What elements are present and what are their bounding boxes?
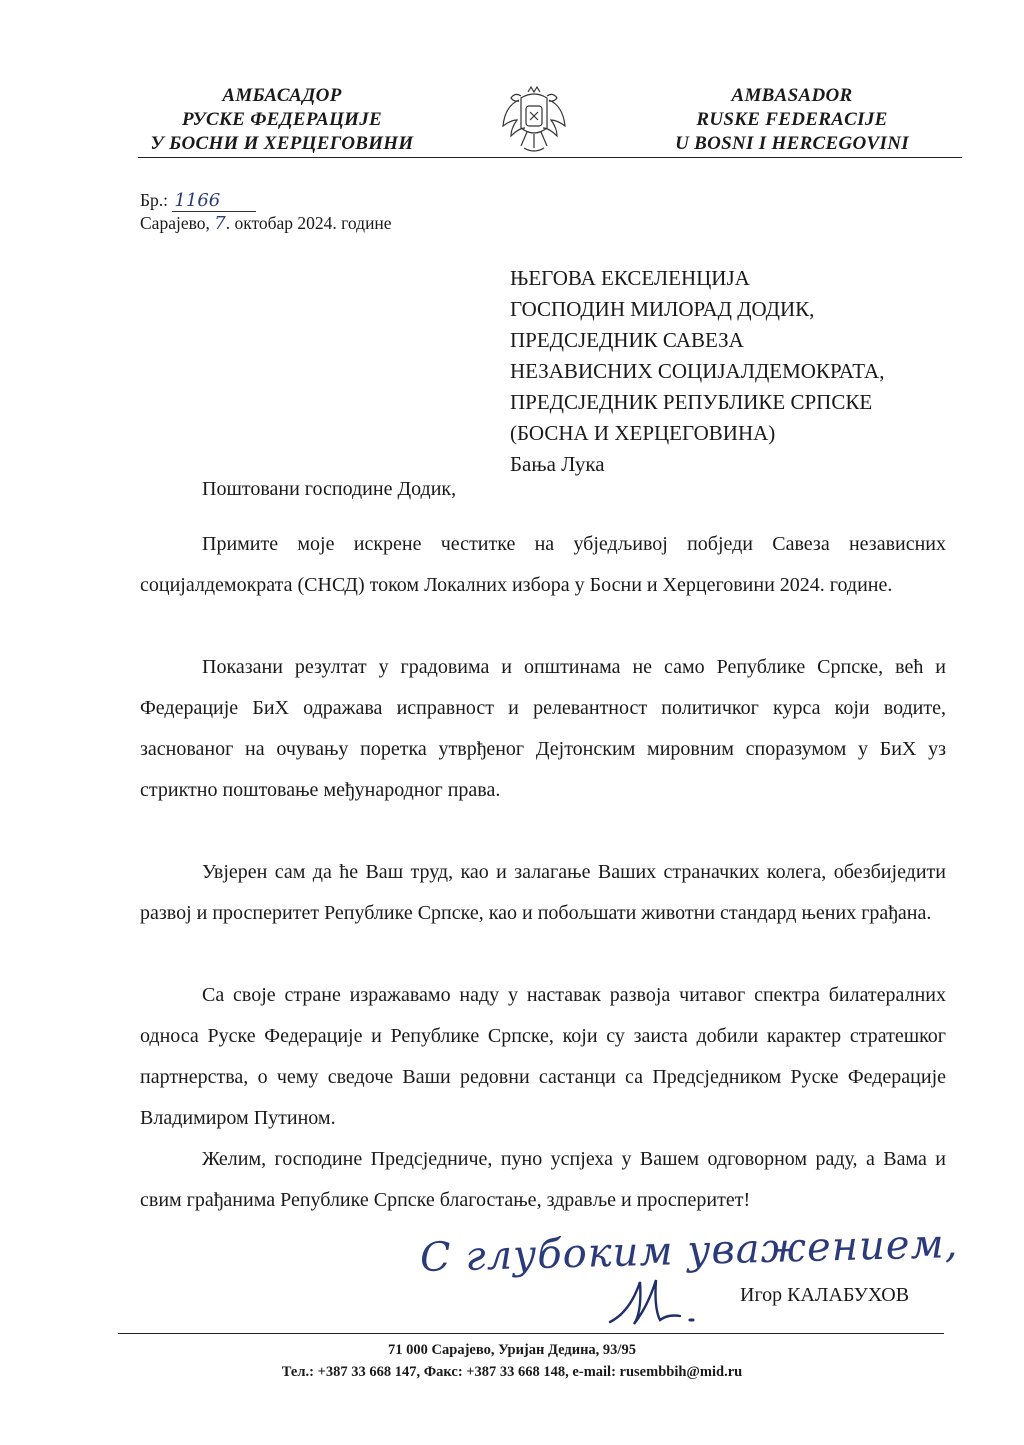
recipient-line: Бања Лука	[510, 452, 605, 476]
recipient-line: ПРЕДСЈЕДНИК САВЕЗА	[510, 328, 744, 352]
body-paragraph	[140, 1139, 946, 1221]
salutation: Поштовани господине Додик,	[202, 478, 457, 500]
body-paragraph	[140, 524, 946, 606]
body-paragraph	[140, 852, 946, 934]
paragraph-text: Желим, господине Предсједниче, пуно успјеха у Вашем одговорном раду, а Вама и свим грађанима Републике Српске благостање, здравље и просперитет!	[140, 1148, 946, 1211]
paragraph-text: Са своје стране изражавамо наду у наставак развоја читавог спектра билатералних односа Руске Федерације и Републике Српске, који су заиста добили карактер стратешког партнерства, о чему сведоче Ваши редовни састанци са Предсједником Руске Федерације Владимиром Путином.	[140, 984, 946, 1129]
handwritten-closing: С глубоким уважением,	[419, 1220, 959, 1282]
letterhead-line: U BOSNI I HERCEGOVINI	[675, 133, 909, 154]
recipient-line: ПРЕДСЈЕДНИК РЕПУБЛИКЕ СРПСКЕ	[510, 390, 873, 414]
paragraph-text: Увјерен сам да ће Ваш труд, као и залагање Ваших страначких колега, обезбиједити развој и просперитет Републике Српске, као и побољшати животни стандард њених грађана.	[140, 861, 946, 924]
recipient-line: ЊЕГОВА ЕКСЕЛЕНЦИЈА	[510, 266, 750, 290]
body-paragraph	[140, 975, 946, 1139]
date-day: 7	[214, 213, 226, 234]
reference-date	[140, 213, 392, 234]
paragraph-text: Показани резултат у градовима и општинама не само Републике Српске, већ и Федерације БиХ одражава исправност и релевантност политичког курса који водите, заснованог на очувању поретка утврђеног Дејтонским мировним споразумом у БиХ уз стриктно поштовање међународног права.	[140, 656, 946, 801]
letterhead-line: RUSKE FEDERACIJE	[696, 109, 888, 130]
paragraph-text: Примите моје искрене честитке на убједљивој побједи Савеза независних социјалдемократа (СНСД) током Локалних избора у Босни и Херцеговини 2024. године.	[140, 533, 946, 596]
reference-number	[140, 190, 256, 212]
body-paragraph	[140, 647, 946, 811]
date-suffix: . октобар 2024. године	[225, 213, 392, 233]
footer-contacts: Тел.: +387 33 668 147, Факс: +387 33 668 148, e-mail: rusembbih@mid.ru	[281, 1364, 743, 1380]
signer-name: Игор КАЛАБУХОВ	[740, 1284, 910, 1306]
header-divider	[138, 157, 962, 158]
footer-address: 71 000 Сарајево, Уријан Дедина, 93/95	[388, 1342, 636, 1358]
reference-number-value: 1166	[174, 190, 221, 211]
reference-number-label: Бр.:	[140, 190, 169, 210]
letterhead-line: AMBASADOR	[731, 85, 853, 106]
recipient-line: НЕЗАВИСНИХ СОЦИЈАЛДЕМОКРАТА,	[510, 359, 885, 383]
double-headed-eagle-emblem-icon	[499, 82, 569, 162]
letterhead-line: У БОСНИ И ХЕРЦЕГОВИНИ	[150, 133, 414, 154]
letterhead-line: АМБАСАДОР	[222, 85, 342, 106]
recipient-line: ГОСПОДИН МИЛОРАД ДОДИК,	[510, 297, 815, 321]
signature-mark-icon	[600, 1262, 730, 1332]
letterhead-cyrillic	[122, 84, 442, 156]
footer-divider	[118, 1333, 944, 1334]
date-prefix: Сарајево,	[140, 213, 210, 233]
recipient-block	[510, 263, 884, 480]
letterhead-line: РУСКЕ ФЕДЕРАЦИЈЕ	[181, 109, 383, 130]
letterhead-latin	[632, 84, 952, 156]
recipient-line: (БОСНА И ХЕРЦЕГОВИНА)	[510, 421, 776, 445]
